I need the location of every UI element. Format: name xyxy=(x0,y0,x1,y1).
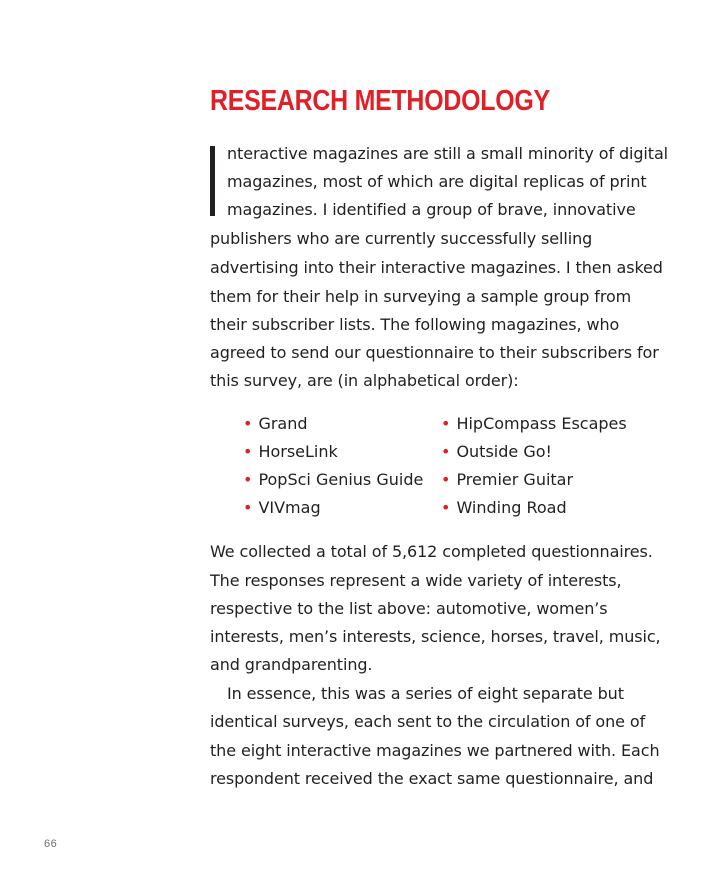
magazine-list-item: • HorseLink xyxy=(243,442,338,461)
body-line: We collected a total of 5,612 completed questionnaires. xyxy=(210,542,653,561)
intro-line: magazines, most of which are digital replicas of print xyxy=(227,172,647,191)
bullet-icon: • xyxy=(441,414,451,433)
section-heading: RESEARCH METHODOLOGY xyxy=(210,85,550,117)
intro-line: them for their help in surveying a sample group from xyxy=(210,287,632,306)
body-line: the eight interactive magazines we partnered with. Each xyxy=(210,741,660,760)
intro-line: this survey, are (in alphabetical order): xyxy=(210,371,519,390)
magazine-list-item: • Premier Guitar xyxy=(441,470,574,489)
body-line: interests, men’s interests, science, horses, travel, music, xyxy=(210,627,661,646)
bullet-icon: • xyxy=(441,470,451,489)
intro-line: their subscriber lists. The following magazines, who xyxy=(210,315,620,334)
bullet-icon: • xyxy=(243,414,253,433)
body-line: identical surveys, each sent to the circulation of one of xyxy=(210,712,646,731)
body-line: respondent received the exact same questionnaire, and xyxy=(210,769,654,788)
intro-line: magazines. I identified a group of brave, innovative xyxy=(227,200,636,219)
bullet-icon: • xyxy=(243,470,253,489)
bullet-icon: • xyxy=(243,498,253,517)
body-line: The responses represent a wide variety of interests, xyxy=(210,571,622,590)
bullet-icon: • xyxy=(441,498,451,517)
intro-line: publishers who are currently successfully selling xyxy=(210,229,593,248)
magazine-list-item: • Grand xyxy=(243,414,308,433)
magazine-list-item: • Winding Road xyxy=(441,498,567,517)
bullet-icon: • xyxy=(243,442,253,461)
magazine-list-item: • VIVmag xyxy=(243,498,321,517)
magazine-list-item: • HipCompass Escapes xyxy=(441,414,627,433)
body-line: respective to the list above: automotive, women’s xyxy=(210,599,608,618)
magazine-list-item: • PopSci Genius Guide xyxy=(243,470,424,489)
magazine-list-item: • Outside Go! xyxy=(441,442,552,461)
drop-cap-letter-i xyxy=(210,146,215,216)
page-number: 66 xyxy=(44,838,58,850)
intro-line: agreed to send our questionnaire to their subscribers for xyxy=(210,343,659,362)
bullet-icon: • xyxy=(441,442,451,461)
intro-line: advertising into their interactive magazines. I then asked xyxy=(210,258,663,277)
intro-line: nteractive magazines are still a small minority of digital xyxy=(227,144,668,163)
body-line: In essence, this was a series of eight separate but xyxy=(227,684,624,703)
body-line: and grandparenting. xyxy=(210,655,373,674)
